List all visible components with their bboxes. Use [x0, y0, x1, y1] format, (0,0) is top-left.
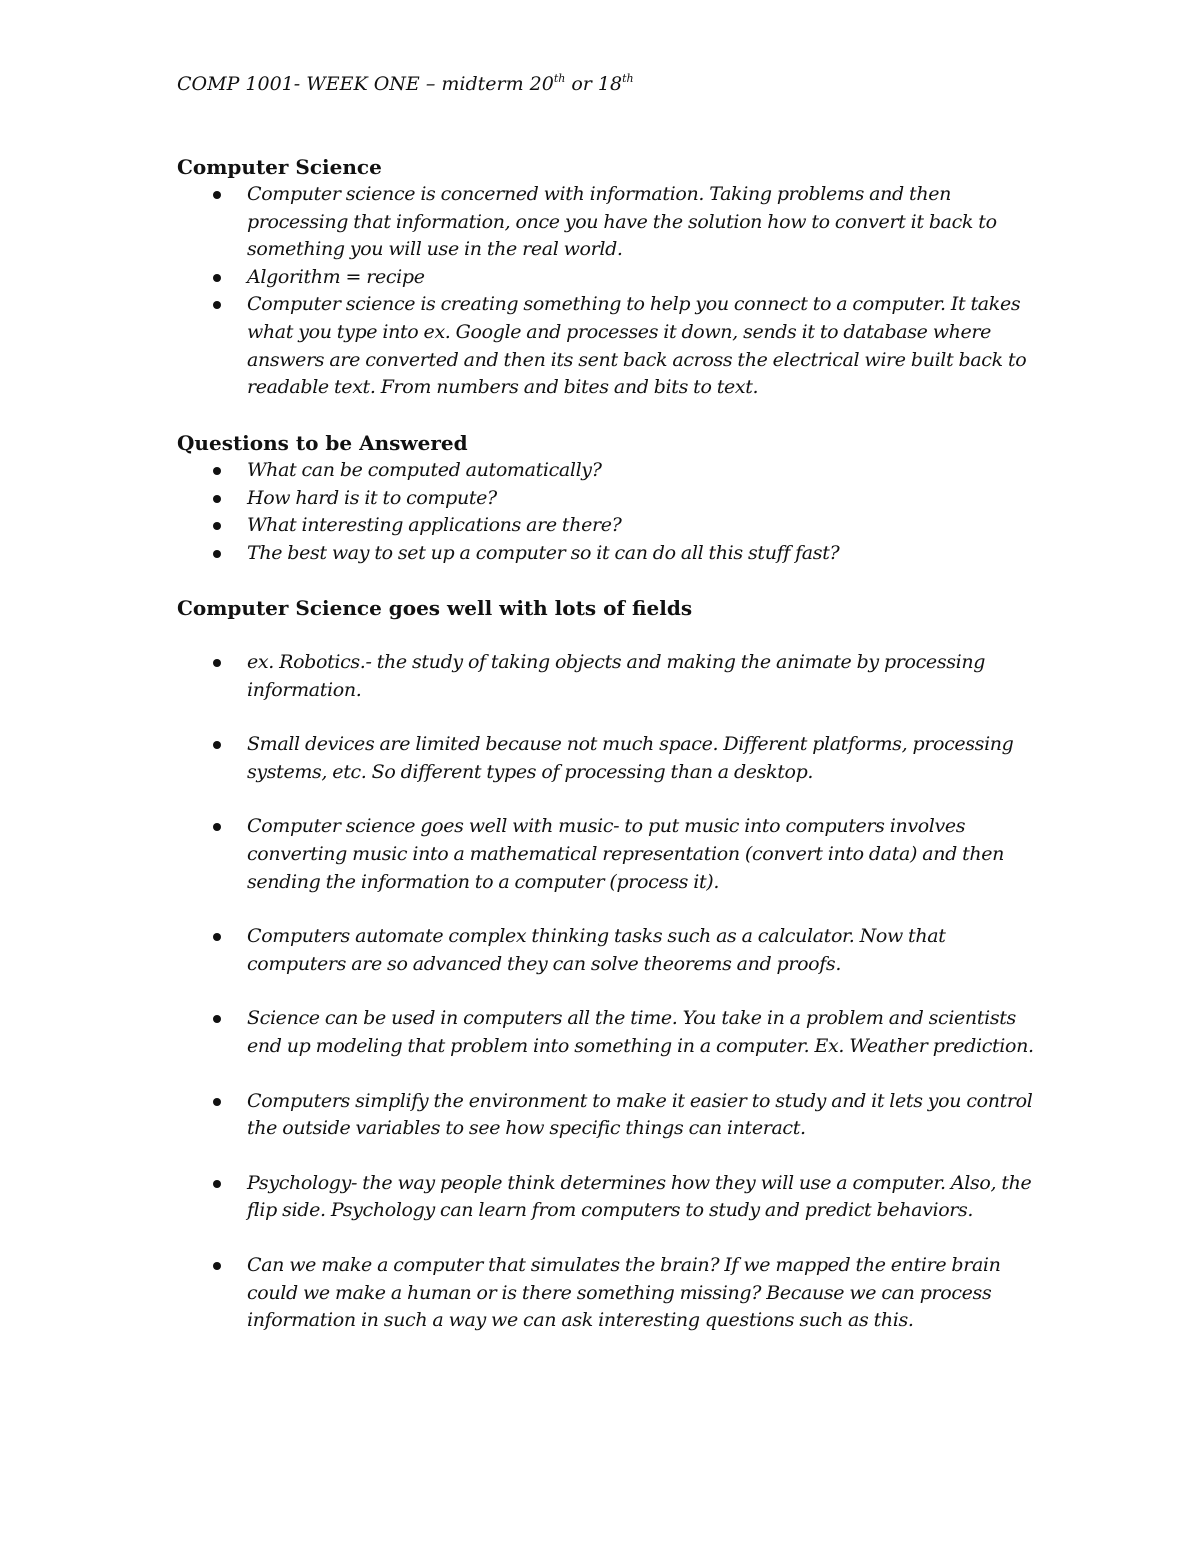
list-item	[177, 457, 1037, 485]
list-item-text: Computers simplify the environment to make it easier to study and it lets you control the outside variables to see how specific things can interact.	[247, 1089, 1033, 1140]
document-header	[177, 70, 634, 98]
list-item	[177, 923, 1037, 978]
bullet-icon	[213, 741, 221, 749]
bullet-icon	[213, 1262, 221, 1270]
bullet-icon	[213, 495, 221, 503]
bullet-list	[177, 181, 1037, 402]
list-item-text: Small devices are limited because not much space. Different platforms, processing systems, etc. So different types of processing than a desktop.	[247, 733, 1014, 783]
list-item-text: Computer science is creating something to help you connect to a computer. It takes what you type into ex. Google and processes it down, sends it to database where answers are converted and then its sent back across the electrical wire built back to readable text. From numbers and bites and bits to text.	[247, 293, 1027, 399]
list-item	[177, 649, 1037, 704]
list-item-text: Computer science goes well with music- to put music into computers involves converting music into a mathematical representation (convert into data) and then sending the information to a computer (process it).	[247, 815, 1005, 893]
section-title: Computer Science	[177, 155, 382, 179]
list-item	[177, 813, 1037, 896]
list-item	[177, 1005, 1037, 1060]
list-item-text: The best way to set up a computer so it can do all this stuff fast?	[247, 541, 840, 564]
list-item	[177, 264, 1037, 292]
section-computer-science	[177, 153, 1037, 402]
bullet-list	[177, 649, 1037, 1335]
section-questions	[177, 429, 1037, 567]
list-item-text: ex. Robotics.- the study of taking objects and making the animate by processing information.	[247, 651, 986, 701]
section-title: Computer Science goes well with lots of fields	[177, 596, 693, 620]
bullet-icon	[213, 933, 221, 941]
list-item	[177, 540, 1037, 568]
section-title: Questions to be Answered	[177, 431, 468, 455]
list-item-text: Psychology- the way people think determines how they will use a computer. Also, the flip side. Psychology can learn from computers to study and predict behaviors.	[247, 1171, 1032, 1222]
header-text-middle: or 18	[565, 73, 623, 95]
list-item	[177, 291, 1037, 401]
header-ordinal-1: th	[553, 72, 566, 85]
bullet-icon	[213, 1098, 221, 1106]
list-item-text: Science can be used in computers all the time. You take in a problem and scientists end up modeling that problem into something in a computer. Ex. Weather prediction.	[247, 1007, 1034, 1057]
bullet-icon	[213, 550, 221, 558]
list-item	[177, 1088, 1037, 1143]
list-item-text: Algorithm = recipe	[247, 265, 425, 288]
list-item	[177, 1252, 1037, 1335]
bullet-icon	[213, 1015, 221, 1023]
list-item-text: How hard is it to compute?	[247, 486, 497, 509]
header-ordinal-2: th	[622, 72, 634, 85]
list-item-text: Computer science is concerned with information. Taking problems and then processing that information, once you have the solution how to convert it back to something you will use in the real world.	[247, 183, 997, 261]
list-item	[177, 731, 1037, 786]
list-item-text: Computers automate complex thinking tasks such as a calculator. Now that computers are so advanced they can solve theorems and proofs.	[247, 925, 946, 975]
list-item	[177, 512, 1037, 540]
bullet-icon	[213, 301, 221, 309]
list-item-text: What interesting applications are there?	[247, 514, 622, 537]
bullet-icon	[213, 467, 221, 475]
list-item-text: What can be computed automatically?	[247, 459, 602, 481]
list-item	[177, 1170, 1037, 1225]
list-item	[177, 485, 1037, 513]
bullet-icon	[213, 659, 221, 667]
bullet-icon	[213, 274, 221, 282]
bullet-icon	[213, 823, 221, 831]
section-fields	[177, 594, 1037, 1335]
bullet-icon	[213, 191, 221, 199]
bullet-icon	[213, 1180, 221, 1188]
bullet-icon	[213, 522, 221, 530]
list-item	[177, 181, 1037, 264]
list-item-text: Can we make a computer that simulates the brain? If we mapped the entire brain could we make a human or is there something missing? Because we can process information in such a way we can ask interesting questions such as this.	[247, 1253, 1001, 1332]
header-text: COMP 1001- WEEK ONE – midterm 20	[177, 73, 554, 95]
bullet-list	[177, 457, 1037, 567]
